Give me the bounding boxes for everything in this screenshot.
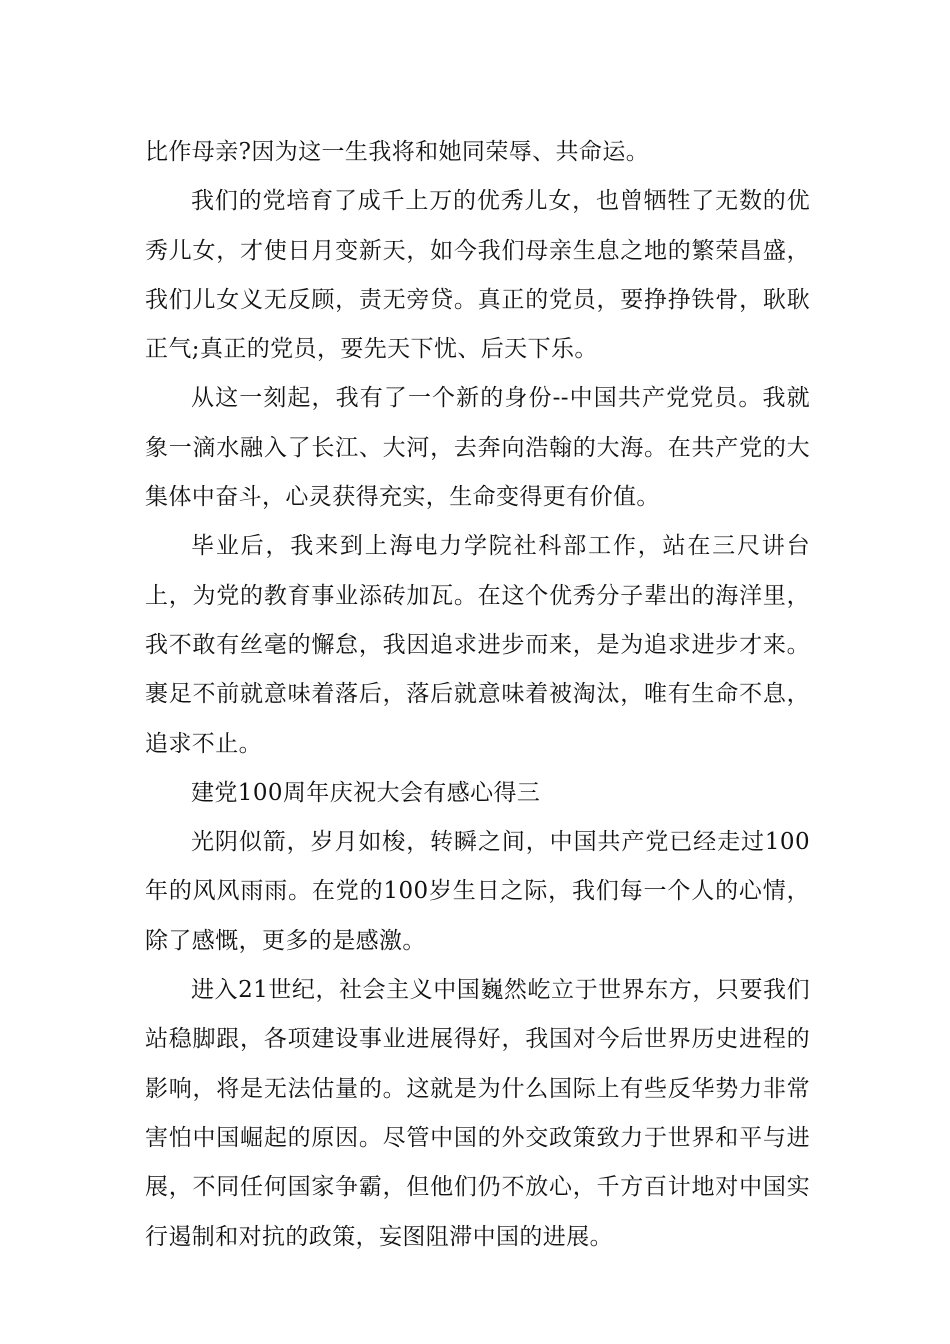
paragraph: 光阴似箭，岁月如梭，转瞬之间，中国共产党已经走过100年的风风雨雨。在党的100岁生日之际，我们每一个人的心情，除了感慨，更多的是感激。 <box>145 829 810 954</box>
paragraph: 我们的党培育了成千上万的优秀儿女，也曾牺牲了无数的优秀儿女，才使日月变新天，如今我们母亲生息之地的繁荣昌盛，我们儿女义无反顾，责无旁贷。真正的党员，要挣挣铁骨，耿耿正气;真正的党员，要先天下忧、后天下乐。 <box>145 188 810 363</box>
paragraph-continuation: 比作母亲?因为这一生我将和她同荣辱、共命运。 <box>145 139 650 165</box>
paragraph: 从这一刻起，我有了一个新的身份--中国共产党党员。我就象一滴水融入了长江、大河，去奔向浩翰的大海。在共产党的大集体中奋斗，心灵获得充实，生命变得更有价值。 <box>145 385 810 511</box>
paragraph: 毕业后，我来到上海电力学院社科部工作，站在三尺讲台上，为党的教育事业添砖加瓦。在这个优秀分子辈出的海洋里，我不敢有丝毫的懈怠，我因追求进步而来，是为追求进步才来。裹足不前就意味着落后，落后就意味着被淘汰，唯有生命不息，追求不止。 <box>145 533 810 757</box>
document-body <box>145 128 810 1262</box>
section-heading: 建党100周年庆祝大会有感心得三 <box>191 779 541 806</box>
paragraph: 进入21世纪，社会主义中国巍然屹立于世界东方，只要我们站稳脚跟，各项建设事业进展得好，我国对今后世界历史进程的影响，将是无法估量的。这就是为什么国际上有些反华势力非常害怕中国崛起的原因。尽管中国的外交政策致力于世界和平与进展，不同任何国家争霸，但他们仍不放心，千方百计地对中国实行遏制和对抗的政策，妄图阻滞中国的进展。 <box>145 977 810 1250</box>
